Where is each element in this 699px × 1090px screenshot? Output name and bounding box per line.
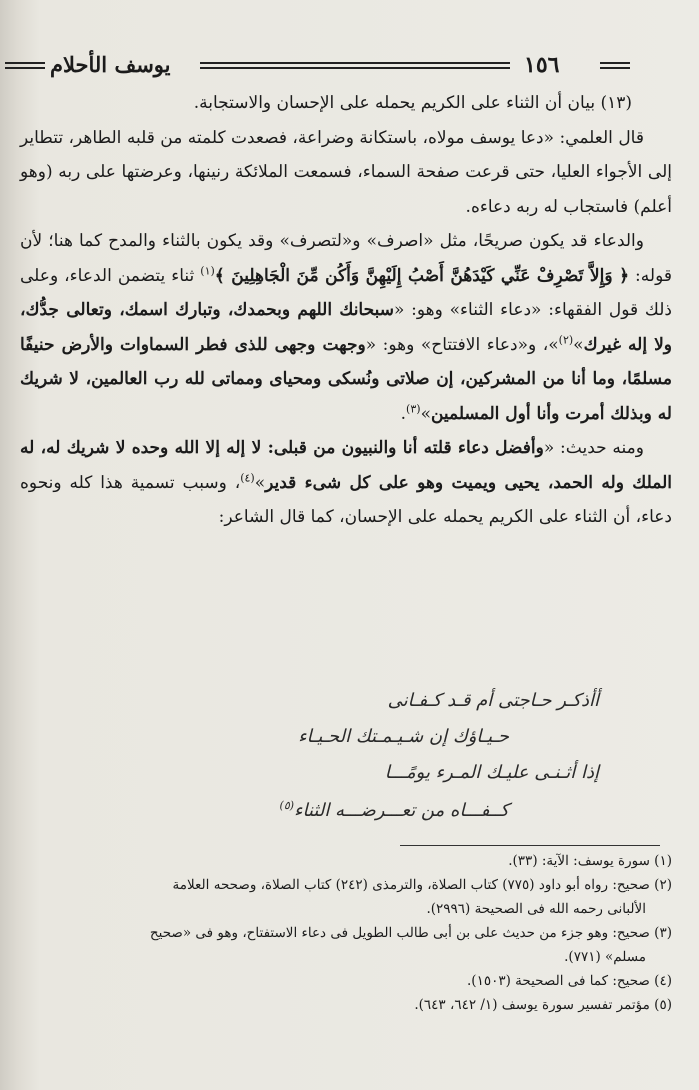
text-span: ، وسبب تسمية هذا كله ونحوه دعاء، أن الثناء على الكريم يحمله على الإحسان، كما قال الشاعر: (20, 472, 672, 527)
paragraph-quote-alami: قال العلمي: «دعا يوسف مولاه، باستكانة وضراعة، فصعدت كلمته من قلبه الطاهر، تتطاير إلى الأجواء العليا، حتى قرعت صفحة السماء، فسمعت الملائكة رنينها، وعرضتها على ربه (وهو أعلم) فاستجاب له ربه دعاءه. (20, 127, 672, 217)
footnote-ref-1: (١) (200, 263, 215, 277)
page-header (0, 52, 699, 82)
poem-line-3: إذا أثـنـى عليـك المـرء يومًـــا (384, 762, 599, 783)
hadith-text: وأفضل دعاء قلته أنا والنبيون من قبلى: لا إله إلا الله وحده لا شريك له، له الملك وله الحمد، يحيى ويميت وهو على كل شىء قدير (20, 438, 672, 493)
header-rule-left (5, 62, 45, 69)
footnotes (20, 849, 672, 1017)
footnote-3: (٣) صحيح: وهو جزء من حديث على بن أبى طالب الطويل فى دعاء الاستفتاح، وهو فى «صحيح (149, 925, 672, 941)
footnote-divider (400, 845, 660, 846)
footnote-ref-2: (٢) (558, 332, 574, 346)
footnote-1: (١) سورة يوسف: الآية: (٣٣). (508, 853, 672, 869)
running-title: يوسف الأحلام (50, 52, 171, 77)
page-number: ١٥٦ (524, 52, 560, 78)
poem-line-4-text: كــفـــاه من تعـــرضـــه الثناء (294, 800, 509, 821)
text-span: » (254, 472, 266, 493)
header-rule-middle (200, 62, 510, 69)
footnote-5: (٥) مؤتمر تفسير سورة يوسف (١/ ٦٤٢، ٦٤٣). (414, 997, 672, 1013)
poem-line-4 (280, 800, 509, 821)
footnote-4: (٤) صحيح: كما فى الصحيحة (١٥٠٣). (467, 973, 672, 989)
footnote-ref-5: (٥) (279, 799, 295, 812)
text-span: والدعاء قد يكون صريحًا، مثل «اصرف» و«لتصرف» وقد يكون بالثناء والمدح كما هنا؛ لأن قوله: (20, 231, 672, 286)
footnote-ref-4: (٤) (240, 470, 255, 484)
text-span: ثناء يتضمن الدعاء، وعلى ذلك قول الفقهاء: «دعاء الثناء» وهو: « (20, 265, 672, 320)
paragraph-13: (١٣) بيان أن الثناء على الكريم يحمله على الإحسان والاستجابة. (193, 93, 632, 113)
footnote-3-cont: مسلم» (٧٧١). (564, 949, 646, 965)
header-rule-right (600, 62, 630, 69)
main-text (20, 86, 672, 535)
text-span: ومنه حديث: « (543, 438, 644, 458)
paragraph-dua-types: والدعاء قد يكون صريحًا، مثل «اصرف» و«لتصرف» وقد يكون بالثناء والمدح كما هنا؛ لأن قوله: ﴿ وَإِلاَّ تَصْرِفْ عَنِّي كَيْدَهُنَّ أَصْبُ إِلَيْهِنَّ وَأَكُن مِّنَ الْجَاهِلِينَ ﴾$^{(١)}$ ثناء يتضمن الدعاء، وعلى ذلك قول الفقهاء: «دعاء الثناء» وهو: «سبحانك اللهم وبحمدك، وتبارك اسمك، وتعالى جدُّك، ولا إله غيرك»$^{(٢)}$»، و«دعاء الافتتاح» وهو: «وجهت وجهى للذى فطر السماوات والأرض حنيفًا مسلمًا، وما أنا من المشركين، إن صلاتى ونُسكى ومحياى ومماتى لله رب العالمين، لا شريك له وبذلك أمرت وأنا أول المسلمين»$^{(٣)}$. (20, 231, 673, 424)
poem-line-2: حـيـاؤك إن شـيـمـتك الحـيـاء (298, 726, 509, 747)
dua-iftitah-text: وجهت وجهى للذى فطر السماوات والأرض حنيفًا مسلمًا، وما أنا من المشركين، إن صلاتى ونُسكى ومحياى ومماتى لله رب العالمين، لا شريك له وبذلك أمرت وأنا أول المسلمين (20, 334, 672, 424)
dua-thana-text: سبحانك اللهم وبحمدك، وتبارك اسمك، وتعالى جدُّك، ولا إله غيرك (20, 300, 673, 355)
footnote-2: (٢) صحيح: رواه أبو داود (٧٧٥) كتاب الصلاة، والترمذى (٢٤٢) كتاب الصلاة، وصححه العلامة (172, 877, 672, 893)
footnote-ref-3: (٣) (406, 401, 421, 415)
poem-line-1: أأذكـر حـاجتى أم قـد كـفـانى (387, 690, 599, 711)
paragraph-hadith (20, 431, 672, 535)
footnote-2-cont: الألبانى رحمه الله فى الصحيحة (٢٩٩٦). (426, 901, 646, 917)
quran-verse: ﴿ وَإِلاَّ تَصْرِفْ عَنِّي كَيْدَهُنَّ أَصْبُ إِلَيْهِنَّ وَأَكُن مِّنَ الْجَاهِلِينَ ﴾ (214, 265, 630, 286)
text-span: »، و«دعاء الافتتاح» وهو: « (365, 334, 559, 355)
text-span: » (573, 334, 584, 355)
text-span: » (420, 403, 431, 424)
